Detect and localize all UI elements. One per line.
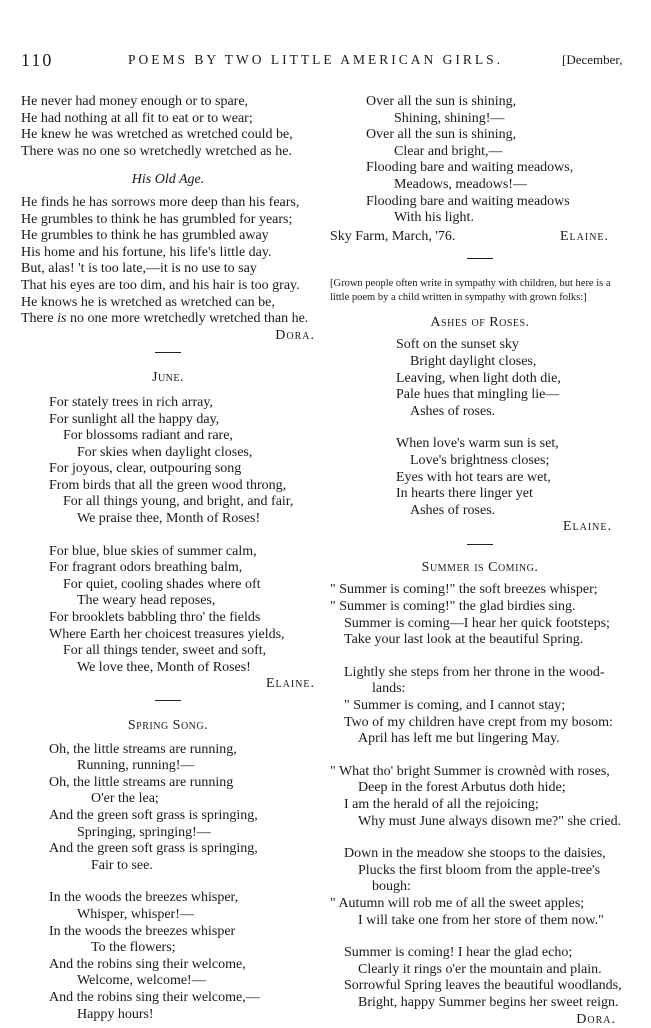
- poem-line: Leaving, when light doth die,: [396, 370, 561, 386]
- poem-line: The weary head reposes,: [77, 593, 216, 609]
- signature: Elaine.: [560, 228, 610, 244]
- poem-line: We praise thee, Month of Roses!: [77, 511, 261, 527]
- poem-line: [21, 311, 315, 328]
- poem-line: Happy hours!: [77, 1006, 154, 1022]
- poem-title-june: June.: [152, 370, 184, 386]
- poem-line: Springing, springing!—: [77, 824, 211, 840]
- poem-line: Lightly she steps from her throne in the wood-: [344, 664, 605, 680]
- stanza: [330, 94, 630, 227]
- poem-line: Flooding bare and waiting meadows: [366, 193, 570, 209]
- poem-line: Two of my children have crept from my bosom:: [344, 714, 613, 730]
- poem-line: Take your last look at the beautiful Spring.: [344, 632, 584, 648]
- poem-line: " Summer is coming, and I cannot stay;: [344, 698, 566, 714]
- poem-line: " Summer is coming!" the glad birdies sing.: [330, 599, 576, 615]
- poem-line: O'er the lea;: [91, 791, 159, 807]
- poem-line: Shining, shining!—: [394, 110, 505, 126]
- signature: Elaine.: [265, 676, 315, 692]
- poem-line: Where Earth her choicest treasures yields,: [49, 626, 285, 642]
- poem-line: Fair to see.: [91, 857, 153, 873]
- poem-title-his-old-age: His Old Age.: [131, 172, 205, 188]
- poem-line: He grumbles to think he has grumbled for years;: [21, 211, 293, 227]
- poem-line: Eyes with hot tears are wet,: [396, 469, 551, 485]
- poem-line: With his light.: [394, 210, 474, 226]
- poem-line: For blue, blue skies of summer calm,: [49, 543, 257, 559]
- stanza: [21, 395, 315, 528]
- poem-line: Summer is coming—I hear her quick footsteps;: [344, 615, 610, 631]
- poem-line: That his eyes are too dim, and his hair is too gray.: [21, 277, 300, 293]
- poem-line: Oh, the little streams are running,: [49, 741, 237, 757]
- poem-title-summer-is-coming: Summer is Coming.: [421, 559, 539, 575]
- poem-line: He knows he is wretched as wretched can be,: [21, 294, 275, 310]
- poem-line: For quiet, cooling shades where oft: [63, 576, 261, 592]
- stanza: [330, 945, 630, 1011]
- signature: Elaine.: [562, 519, 612, 535]
- stanza: [330, 846, 630, 929]
- poem-line: Deep in the forest Arbutus doth hide;: [358, 780, 566, 796]
- stanza: [330, 665, 630, 748]
- poem-title-spring-song: Spring Song.: [127, 718, 209, 733]
- poem-line: " Autumn will rob me of all the sweet apples;: [330, 895, 585, 911]
- poem-line: His home and his fortune, his life's little day.: [21, 244, 272, 260]
- stanza: [21, 890, 315, 1023]
- poem-line: Welcome, welcome!—: [77, 973, 206, 989]
- editorial-note: [330, 277, 630, 305]
- poem-line: Over all the sun is shining,: [366, 127, 517, 143]
- stanza: [21, 94, 315, 160]
- poem-line: For all things young, and bright, and fair,: [63, 494, 294, 510]
- signature: Dora.: [576, 1011, 616, 1027]
- poem-line: " Summer is coming!" the soft breezes whisper;: [330, 582, 598, 598]
- poem-line: To the flowers;: [91, 940, 176, 956]
- note-line: [Grown people often write in sympathy with children, but here is a: [330, 277, 611, 289]
- poem-line: Ashes of roses.: [410, 403, 496, 419]
- poem-line: He finds he has sorrows more deep than his fears,: [21, 194, 300, 210]
- page-number: 110: [21, 50, 54, 70]
- stanza: [21, 195, 315, 328]
- poem-line: And the green soft grass is springing,: [49, 841, 258, 857]
- place-date-line: [330, 229, 630, 246]
- stanza: [330, 582, 630, 648]
- emphasis-word: is: [57, 311, 67, 327]
- poem-line: In the woods the breezes whisper: [49, 923, 236, 939]
- poem-line: From birds that all the green wood throng,: [49, 477, 287, 493]
- left-column: [21, 94, 315, 1023]
- poem-line: In hearts there linger yet: [396, 486, 533, 502]
- line-part: There: [21, 311, 58, 327]
- poem-line: He had nothing at all fit to eat or to wear;: [21, 110, 253, 126]
- poem-line: He never had money enough or to spare,: [21, 94, 249, 109]
- poem-title-ashes-of-roses: Ashes of Roses.: [430, 314, 530, 330]
- poem-line: There was no one so wretchedly wretched as he.: [21, 143, 292, 159]
- poem-line: We love thee, Month of Roses!: [77, 659, 251, 675]
- stanza: [21, 742, 315, 875]
- poem-line: For fragrant odors breathing balm,: [49, 560, 243, 576]
- poem-line: Flooding bare and waiting meadows,: [366, 160, 574, 176]
- poem-line: And the robins sing their welcome,—: [49, 989, 260, 1005]
- right-column: [330, 94, 630, 1028]
- poem-line: And the robins sing their welcome,: [49, 956, 246, 972]
- poem-line: For sunlight all the happy day,: [49, 411, 220, 427]
- poem-line: lands:: [372, 681, 406, 697]
- signature: Dora.: [275, 327, 315, 343]
- place-date: Sky Farm, March, '76.: [330, 228, 456, 244]
- note-line: little poem by a child written in sympathy with grown folks:]: [330, 291, 587, 303]
- stanza: [330, 764, 630, 830]
- poem-line: I am the herald of all the rejoicing;: [344, 797, 539, 812]
- poem-line: April has left me but lingering May.: [358, 731, 560, 747]
- month-label: [December,: [562, 52, 623, 67]
- poem-line: But, alas! 't is too late,—it is no use to say: [21, 261, 257, 277]
- poem-line: For joyous, clear, outpouring song: [49, 461, 242, 477]
- poem-line: Running, running!—: [77, 758, 195, 774]
- poem-line: For blossoms radiant and rare,: [63, 428, 233, 444]
- poem-line: Soft on the sunset sky: [396, 337, 519, 353]
- poem-line: Oh, the little streams are running: [49, 774, 234, 790]
- poem-line: Plucks the first bloom from the apple-tree's: [358, 862, 601, 878]
- poem-line: For brooklets babbling thro' the fields: [49, 610, 261, 626]
- poem-line: Sorrowful Spring leaves the beautiful woodlands,: [344, 978, 622, 994]
- poem-line: I will take one from her store of them now.": [358, 912, 604, 928]
- poem-line: Bright, happy Summer begins her sweet reign.: [358, 994, 619, 1010]
- stanza: [330, 436, 630, 519]
- poem-line: Clearly it rings o'er the mountain and plain.: [358, 961, 602, 977]
- line-part: no one more wretchedly wretched than he.: [66, 311, 309, 327]
- poem-line: Bright daylight closes,: [410, 353, 537, 369]
- poem-line: Ashes of roses.: [410, 502, 496, 518]
- stanza: [330, 337, 630, 420]
- poem-line: Pale hues that mingling lie—: [396, 387, 560, 403]
- poem-line: Whisper, whisper!—: [77, 906, 194, 922]
- poem-line: Why must June always disown me?" she cried.: [358, 813, 622, 829]
- poem-line: Over all the sun is shining,: [366, 94, 517, 109]
- poem-line: Meadows, meadows!—: [394, 176, 527, 192]
- poem-line: He knew he was wretched as wretched could be,: [21, 127, 293, 143]
- poem-line: When love's warm sun is set,: [396, 436, 559, 452]
- poem-line: For stately trees in rich array,: [49, 394, 213, 410]
- poem-line: Love's brightness closes;: [410, 452, 550, 468]
- stanza: [21, 544, 315, 677]
- poem-line: For skies when daylight closes,: [77, 444, 253, 460]
- poem-line: bough:: [372, 879, 411, 895]
- running-title: POEMS BY TWO LITTLE AMERICAN GIRLS.: [128, 52, 503, 67]
- poem-line: For all things tender, sweet and soft,: [63, 643, 267, 659]
- poem-line: " What tho' bright Summer is crownèd with roses,: [330, 763, 610, 779]
- poem-line: In the woods the breezes whisper,: [49, 890, 239, 906]
- poem-line: Down in the meadow she stoops to the daisies,: [344, 846, 606, 862]
- running-header: [0, 46, 651, 72]
- poem-line: He grumbles to think he has grumbled away: [21, 228, 269, 244]
- poem-line: And the green soft grass is springing,: [49, 807, 258, 823]
- poem-line: Summer is coming! I hear the glad echo;: [344, 945, 573, 961]
- poem-line: Clear and bright,—: [394, 143, 503, 159]
